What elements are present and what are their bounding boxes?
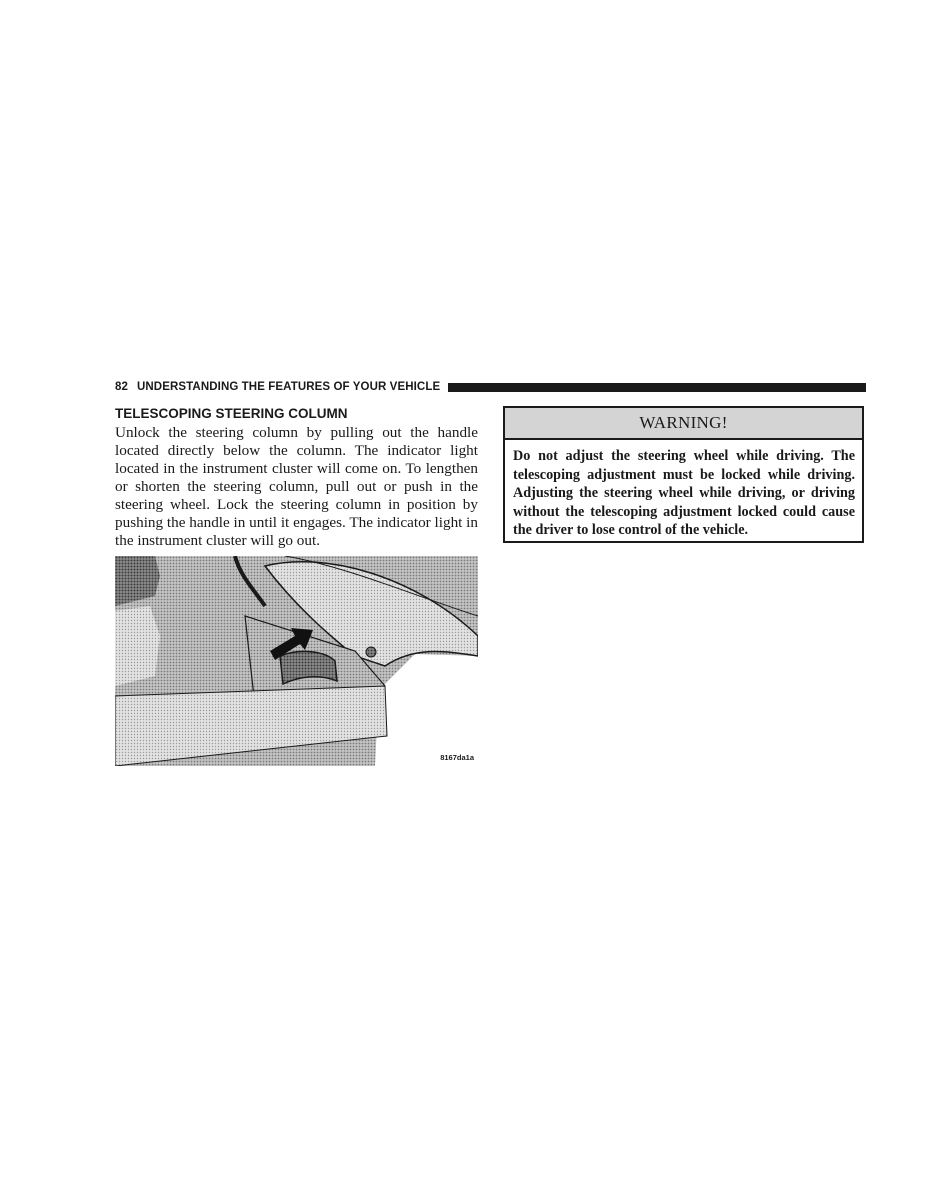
steering-column-figure	[115, 556, 478, 766]
section-heading: TELESCOPING STEERING COLUMN	[115, 406, 348, 421]
body-text: Unlock the steering column by pulling out the handle located directly below the column. The indicator light located in the instrument cluster will come on. To lengthen or shorten the steering column, pull out or push in the steering wheel. Lock the steering column in position by pushing the handle in until it engages. The indicator light in the instrument cluster will go out.	[115, 424, 478, 549]
header-title: UNDERSTANDING THE FEATURES OF YOUR VEHICLE	[137, 381, 441, 393]
steering-column-illustration	[115, 556, 478, 766]
page-number: 82	[115, 381, 128, 393]
warning-box	[503, 406, 864, 543]
header-rule	[448, 383, 866, 392]
warning-text: Do not adjust the steering wheel while driving. The telescoping adjustment must be locked while driving. Adjusting the steering wheel while driving, or driving without the telescoping adjustment locked could cause the driver to lose control of the vehicle.	[513, 448, 855, 538]
figure-code: 8167da1a	[440, 753, 474, 762]
warning-title: WARNING!	[505, 408, 862, 440]
page-header	[115, 379, 866, 395]
